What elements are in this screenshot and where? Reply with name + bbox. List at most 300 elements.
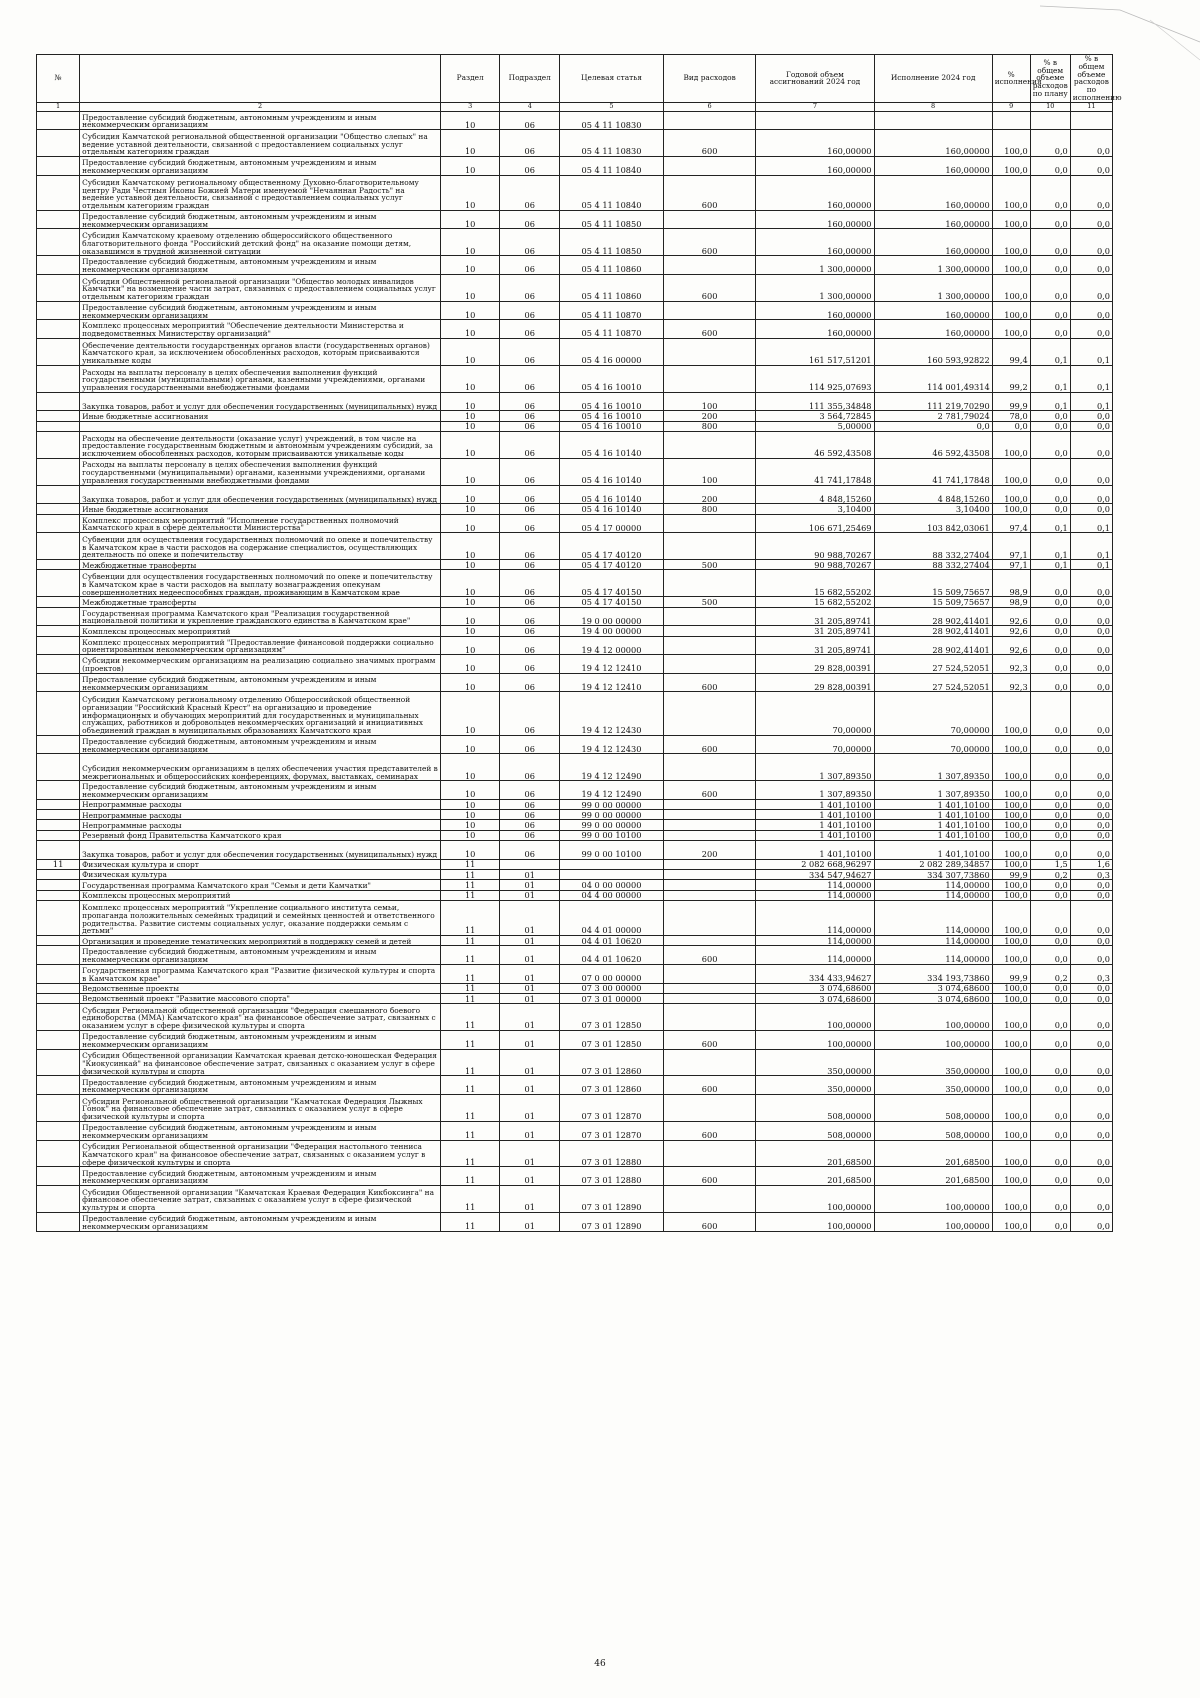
row-vid-rashodov [663,365,755,392]
row-share-plan: 0,0 [1030,900,1070,935]
row-name: Межбюджетные трансферты [80,597,441,607]
row-vid-rashodov [663,431,755,458]
row-share-fact: 0,1 [1070,339,1112,366]
row-execution-pct: 100,0 [992,130,1030,157]
row-razdel: 10 [440,692,500,736]
row-share-fact: 0,0 [1070,810,1112,820]
row-razdel: 11 [440,936,500,946]
row-vid-rashodov: 600 [663,735,755,754]
row-plan-amount: 31 205,89741 [756,607,874,626]
row-share-plan: 0,0 [1030,636,1070,655]
table-row [37,560,1113,570]
table-row [37,229,1113,256]
row-tselevaya-statya: 05 4 11 10870 [560,301,664,320]
row-plan-amount: 31 205,89741 [756,636,874,655]
row-name: Закупка товаров, работ и услуг для обеспечения государственных (муниципальных) нужд [80,485,441,504]
row-podrazdel: 06 [500,754,560,781]
row-fact-amount: 114,00000 [874,880,992,890]
row-execution-pct: 100,0 [992,735,1030,754]
row-tselevaya-statya [560,859,664,869]
row-name: Предоставление субсидий бюджетным, автономным учреждениям и иным некоммерческим организациям [80,1031,441,1050]
table-row [37,993,1113,1003]
row-index [37,1049,80,1076]
row-name: Предоставление субсидий бюджетным, автономным учреждениям и иным некоммерческим организациям [80,157,441,176]
row-vid-rashodov: 600 [663,1121,755,1140]
row-name: Субсидия Камчатской региональной общественной организации "Общество слепых" на ведение уставной деятельности, связанной с предоставлением социальных услуг отдельным категориям граждан [80,130,441,157]
row-tselevaya-statya: 05 4 16 10140 [560,504,664,514]
row-plan-amount: 5,00000 [756,421,874,431]
table-row [37,869,1113,879]
row-vid-rashodov [663,514,755,533]
row-vid-rashodov: 500 [663,597,755,607]
row-index [37,626,80,636]
row-podrazdel: 01 [500,1095,560,1122]
row-plan-amount: 508,00000 [756,1095,874,1122]
row-tselevaya-statya: 99 0 00 00000 [560,810,664,820]
row-execution-pct: 100,0 [992,1212,1030,1231]
row-execution-pct: 100,0 [992,274,1030,301]
row-vid-rashodov: 500 [663,560,755,570]
row-plan-amount: 1 307,89350 [756,781,874,800]
row-share-plan: 0,1 [1030,533,1070,560]
row-share-fact: 0,0 [1070,692,1112,736]
row-podrazdel: 06 [500,229,560,256]
colnum: 4 [500,102,560,111]
row-index [37,431,80,458]
row-podrazdel: 06 [500,673,560,692]
row-name: Физическая культура [80,869,441,879]
row-plan-amount: 161 517,51201 [756,339,874,366]
row-plan-amount: 29 828,00391 [756,673,874,692]
row-execution-pct: 100,0 [992,210,1030,229]
table-row [37,673,1113,692]
table-row [37,111,1113,130]
row-vid-rashodov: 200 [663,841,755,860]
row-index [37,810,80,820]
row-execution-pct: 99,9 [992,392,1030,411]
table-row [37,175,1113,210]
row-razdel: 10 [440,157,500,176]
row-share-fact: 0,1 [1070,533,1112,560]
row-name: Предоставление субсидий бюджетным, автономным учреждениям и иным некоммерческим организациям [80,301,441,320]
row-fact-amount: 334 307,73860 [874,869,992,879]
row-share-fact: 0,1 [1070,365,1112,392]
row-fact-amount: 334 193,73860 [874,964,992,983]
row-tselevaya-statya: 19 4 00 00000 [560,626,664,636]
row-index [37,485,80,504]
row-vid-rashodov [663,1186,755,1213]
row-name: Предоставление субсидий бюджетным, автономным учреждениям и иным некоммерческим организациям [80,1121,441,1140]
row-execution-pct: 100,0 [992,754,1030,781]
table-row [37,830,1113,840]
row-fact-amount: 114,00000 [874,890,992,900]
row-fact-amount: 1 307,89350 [874,781,992,800]
row-vid-rashodov [663,626,755,636]
row-tselevaya-statya [560,869,664,879]
row-razdel: 10 [440,229,500,256]
row-vid-rashodov [663,157,755,176]
row-execution-pct: 100,0 [992,1121,1030,1140]
row-share-plan: 0,0 [1030,1004,1070,1031]
row-execution-pct: 92,3 [992,673,1030,692]
row-name: Государственная программа Камчатского края "Развитие физической культуры и спорта в Камчатском крае" [80,964,441,983]
row-podrazdel: 01 [500,1076,560,1095]
row-vid-rashodov: 600 [663,781,755,800]
row-razdel: 10 [440,320,500,339]
row-name: Предоставление субсидий бюджетным, автономным учреждениям и иным некоммерческим организациям [80,946,441,965]
row-plan-amount: 508,00000 [756,1121,874,1140]
row-tselevaya-statya: 19 0 00 00000 [560,607,664,626]
row-podrazdel: 01 [500,936,560,946]
table-row [37,859,1113,869]
row-share-plan: 0,1 [1030,339,1070,366]
row-tselevaya-statya: 04 4 01 10620 [560,936,664,946]
row-fact-amount: 100,00000 [874,1031,992,1050]
row-fact-amount: 111 219,70290 [874,392,992,411]
row-fact-amount: 350,00000 [874,1076,992,1095]
row-name: Предоставление субсидий бюджетным, автономным учреждениям и иным некоммерческим организациям [80,1212,441,1231]
header-share-plan: % в общем объеме расходов по плану [1030,55,1070,103]
row-vid-rashodov [663,210,755,229]
row-execution-pct: 100,0 [992,781,1030,800]
header-tselevaya: Целевая статья [560,55,664,103]
row-name: Непрограммные расходы [80,799,441,809]
row-share-plan: 0,0 [1030,983,1070,993]
row-fact-amount: 160,00000 [874,157,992,176]
row-execution-pct: 0,0 [992,421,1030,431]
row-plan-amount: 100,00000 [756,1212,874,1231]
row-fact-amount: 1 300,00000 [874,256,992,275]
row-index [37,1121,80,1140]
row-vid-rashodov [663,301,755,320]
row-index [37,1212,80,1231]
table-row [37,1095,1113,1122]
row-name: Субсидия Региональной общественной организации "Федерация смешанного боевого единоборства (ММА) Камчатского края" на финансовое обеспечение затрат, связанных с оказанием услуг в сфере физической культуры и спорта [80,1004,441,1031]
row-podrazdel: 06 [500,392,560,411]
row-plan-amount: 2 082 668,96297 [756,859,874,869]
row-share-plan: 0,0 [1030,692,1070,736]
row-razdel: 10 [440,735,500,754]
row-vid-rashodov [663,936,755,946]
table-row [37,1140,1113,1167]
row-index [37,880,80,890]
row-index [37,820,80,830]
row-vid-rashodov [663,256,755,275]
row-execution-pct: 92,3 [992,655,1030,674]
row-podrazdel: 06 [500,514,560,533]
row-execution-pct [992,111,1030,130]
row-share-plan: 0,1 [1030,514,1070,533]
row-execution-pct: 100,0 [992,830,1030,840]
row-share-fact: 0,3 [1070,964,1112,983]
row-vid-rashodov [663,964,755,983]
row-razdel: 10 [440,673,500,692]
row-podrazdel: 01 [500,1167,560,1186]
row-plan-amount: 114,00000 [756,936,874,946]
row-tselevaya-statya: 99 0 00 10100 [560,841,664,860]
row-vid-rashodov: 200 [663,485,755,504]
row-plan-amount: 114,00000 [756,880,874,890]
row-plan-amount: 1 401,10100 [756,820,874,830]
row-execution-pct: 99,4 [992,339,1030,366]
row-fact-amount: 508,00000 [874,1121,992,1140]
row-razdel: 10 [440,392,500,411]
row-razdel: 10 [440,781,500,800]
row-plan-amount: 1 300,00000 [756,256,874,275]
row-podrazdel: 01 [500,964,560,983]
row-share-fact: 0,0 [1070,570,1112,597]
table-row [37,597,1113,607]
table-row [37,504,1113,514]
row-razdel: 11 [440,880,500,890]
row-index [37,514,80,533]
row-share-fact: 0,0 [1070,210,1112,229]
row-index [37,692,80,736]
row-razdel: 11 [440,1186,500,1213]
row-execution-pct: 100,0 [992,993,1030,1003]
column-number-row [37,102,1113,111]
row-tselevaya-statya: 07 3 01 12870 [560,1095,664,1122]
row-name: Субсидия Региональной общественной организации "Камчатская Федерация Лыжных Гонок" на финансовое обеспечение затрат, связанных с оказанием услуг в сфере физической культуры и спорта [80,1095,441,1122]
row-vid-rashodov [663,533,755,560]
table-row [37,431,1113,458]
table-row [37,1031,1113,1050]
table-row [37,157,1113,176]
row-share-plan: 0,0 [1030,458,1070,485]
table-row [37,636,1113,655]
table-row [37,692,1113,736]
row-share-plan: 0,0 [1030,830,1070,840]
row-podrazdel [500,859,560,869]
row-plan-amount: 1 307,89350 [756,754,874,781]
header-vid: Вид расходов [663,55,755,103]
row-fact-amount: 160,00000 [874,229,992,256]
row-name: Межбюджетные трансферты [80,560,441,570]
row-share-plan: 0,0 [1030,256,1070,275]
row-share-fact: 0,0 [1070,320,1112,339]
row-share-plan: 0,0 [1030,946,1070,965]
row-vid-rashodov: 600 [663,274,755,301]
row-plan-amount: 160,00000 [756,229,874,256]
row-name: Государственная программа Камчатского края "Семья и дети Камчатки" [80,880,441,890]
row-index [37,339,80,366]
header-plan: Годовой объем ассигнований 2024 год [756,55,874,103]
row-name: Предоставление субсидий бюджетным, автономным учреждениям и иным некоммерческим организациям [80,111,441,130]
row-index [37,900,80,935]
row-share-fact: 0,0 [1070,626,1112,636]
row-tselevaya-statya: 05 4 17 00000 [560,514,664,533]
table-row [37,320,1113,339]
row-razdel: 10 [440,175,500,210]
row-execution-pct: 99,9 [992,869,1030,879]
row-index [37,1167,80,1186]
row-vid-rashodov: 800 [663,504,755,514]
row-razdel: 11 [440,993,500,1003]
row-vid-rashodov [663,810,755,820]
row-fact-amount: 1 401,10100 [874,810,992,820]
row-share-fact: 0,0 [1070,458,1112,485]
table-row [37,130,1113,157]
row-index [37,130,80,157]
row-podrazdel: 06 [500,533,560,560]
row-fact-amount: 28 902,41401 [874,626,992,636]
row-share-plan: 0,0 [1030,130,1070,157]
row-plan-amount: 160,00000 [756,210,874,229]
row-plan-amount: 114,00000 [756,900,874,935]
row-share-fact: 0,0 [1070,754,1112,781]
row-share-fact: 0,0 [1070,229,1112,256]
table-row [37,946,1113,965]
row-podrazdel: 06 [500,130,560,157]
row-plan-amount: 1 401,10100 [756,841,874,860]
row-fact-amount: 1 401,10100 [874,830,992,840]
row-plan-amount [756,111,874,130]
row-fact-amount: 1 307,89350 [874,754,992,781]
row-execution-pct: 100,0 [992,799,1030,809]
row-name: Обеспечение деятельности государственных органов власти (государственных органов) Камчатского края, за исключением обособленных расходов, которым присваиваются уникальные коды [80,339,441,366]
row-name [80,421,441,431]
colnum: 7 [756,102,874,111]
row-index [37,673,80,692]
row-execution-pct: 100,0 [992,157,1030,176]
row-share-fact: 0,0 [1070,900,1112,935]
row-share-fact: 0,0 [1070,1140,1112,1167]
row-vid-rashodov [663,820,755,830]
row-share-fact: 0,0 [1070,993,1112,1003]
row-name: Закупка товаров, работ и услуг для обеспечения государственных (муниципальных) нужд [80,841,441,860]
row-share-fact: 0,0 [1070,1031,1112,1050]
row-tselevaya-statya: 07 3 01 00000 [560,993,664,1003]
row-index [37,830,80,840]
row-podrazdel: 06 [500,820,560,830]
row-index [37,964,80,983]
row-podrazdel: 06 [500,431,560,458]
row-plan-amount: 70,00000 [756,692,874,736]
row-fact-amount: 70,00000 [874,692,992,736]
row-vid-rashodov [663,1049,755,1076]
row-podrazdel: 06 [500,421,560,431]
row-vid-rashodov: 600 [663,229,755,256]
row-podrazdel: 06 [500,320,560,339]
row-share-plan: 0,2 [1030,869,1070,879]
row-index [37,636,80,655]
row-podrazdel: 06 [500,365,560,392]
header-share-fact: % в общем объеме расходов по исполнению [1070,55,1112,103]
row-share-plan: 0,0 [1030,993,1070,1003]
row-execution-pct: 100,0 [992,820,1030,830]
row-share-plan: 0,0 [1030,841,1070,860]
row-share-fact: 0,0 [1070,983,1112,993]
row-podrazdel: 06 [500,830,560,840]
row-tselevaya-statya: 19 4 12 12430 [560,735,664,754]
row-share-fact: 0,1 [1070,560,1112,570]
row-execution-pct: 99,2 [992,365,1030,392]
row-plan-amount: 160,00000 [756,301,874,320]
row-share-fact: 0,0 [1070,1004,1112,1031]
row-plan-amount: 3 074,68600 [756,993,874,1003]
row-share-fact: 0,0 [1070,936,1112,946]
row-share-fact: 0,0 [1070,1121,1112,1140]
row-podrazdel: 01 [500,880,560,890]
table-row [37,655,1113,674]
row-podrazdel: 06 [500,810,560,820]
row-tselevaya-statya: 05 4 11 10840 [560,157,664,176]
row-vid-rashodov [663,1004,755,1031]
row-razdel: 10 [440,820,500,830]
row-vid-rashodov [663,830,755,840]
row-name: Непрограммные расходы [80,810,441,820]
row-vid-rashodov [663,983,755,993]
row-share-fact: 0,0 [1070,421,1112,431]
row-podrazdel: 06 [500,210,560,229]
row-index [37,533,80,560]
row-plan-amount: 15 682,55202 [756,570,874,597]
row-tselevaya-statya: 07 3 01 12890 [560,1186,664,1213]
row-index [37,256,80,275]
table-row [37,485,1113,504]
row-share-fact: 0,0 [1070,830,1112,840]
row-name: Субвенции для осуществления государственных полномочий по опеке и попечительству в Камчатском крае в части расходов на содержание специалистов, осуществляющих деятельность по опеке и попечительству [80,533,441,560]
row-share-plan: 0,0 [1030,626,1070,636]
row-tselevaya-statya: 05 4 16 10010 [560,411,664,421]
row-podrazdel: 06 [500,560,560,570]
row-name: Субсидия Камчатскому региональному отделению Общероссийской общественной организации "Российский Красный Крест" на организацию и проведение информационных и обучающих мероприятий для государственных и муниципальных служащих, работников и добровольцев некоммерческих организаций и инициативных объединений граждан в муниципальных образованиях Камчатского края [80,692,441,736]
row-podrazdel: 01 [500,993,560,1003]
row-razdel: 11 [440,1076,500,1095]
table-row [37,880,1113,890]
row-share-plan: 0,0 [1030,1186,1070,1213]
row-razdel: 10 [440,339,500,366]
row-tselevaya-statya: 05 4 16 10140 [560,431,664,458]
row-index [37,597,80,607]
table-row [37,411,1113,421]
row-plan-amount: 70,00000 [756,735,874,754]
row-vid-rashodov: 600 [663,673,755,692]
row-index [37,458,80,485]
row-share-plan: 1,5 [1030,859,1070,869]
table-row [37,983,1113,993]
row-plan-amount: 41 741,17848 [756,458,874,485]
row-execution-pct: 100,0 [992,1049,1030,1076]
row-tselevaya-statya: 19 4 12 12430 [560,692,664,736]
row-vid-rashodov: 600 [663,130,755,157]
row-index [37,1095,80,1122]
row-share-fact: 0,0 [1070,256,1112,275]
row-share-plan: 0,0 [1030,820,1070,830]
row-vid-rashodov [663,692,755,736]
row-razdel: 10 [440,841,500,860]
row-execution-pct: 100,0 [992,229,1030,256]
row-podrazdel: 06 [500,157,560,176]
row-fact-amount: 88 332,27404 [874,560,992,570]
row-execution-pct: 100,0 [992,946,1030,965]
row-plan-amount: 350,00000 [756,1049,874,1076]
row-podrazdel: 01 [500,869,560,879]
row-execution-pct: 100,0 [992,1167,1030,1186]
row-razdel: 11 [440,859,500,869]
row-share-plan: 0,0 [1030,799,1070,809]
row-share-plan: 0,0 [1030,210,1070,229]
row-share-plan: 0,0 [1030,1212,1070,1231]
row-fact-amount: 88 332,27404 [874,533,992,560]
row-name: Предоставление субсидий бюджетным, автономным учреждениям и иным некоммерческим организациям [80,1076,441,1095]
row-share-plan: 0,0 [1030,781,1070,800]
row-name: Комплексы процессных мероприятий [80,626,441,636]
row-name: Субсидия Общественной организации Камчатская краевая детско-юношеская Федерация "Киокусинкай" на финансовое обеспечение затрат, связанных с оказанием услуг в сфере физической культуры и спорта [80,1049,441,1076]
row-tselevaya-statya: 04 4 01 00000 [560,900,664,935]
row-name: Предоставление субсидий бюджетным, автономным учреждениям и иным некоммерческим организациям [80,1167,441,1186]
row-fact-amount: 201,68500 [874,1167,992,1186]
